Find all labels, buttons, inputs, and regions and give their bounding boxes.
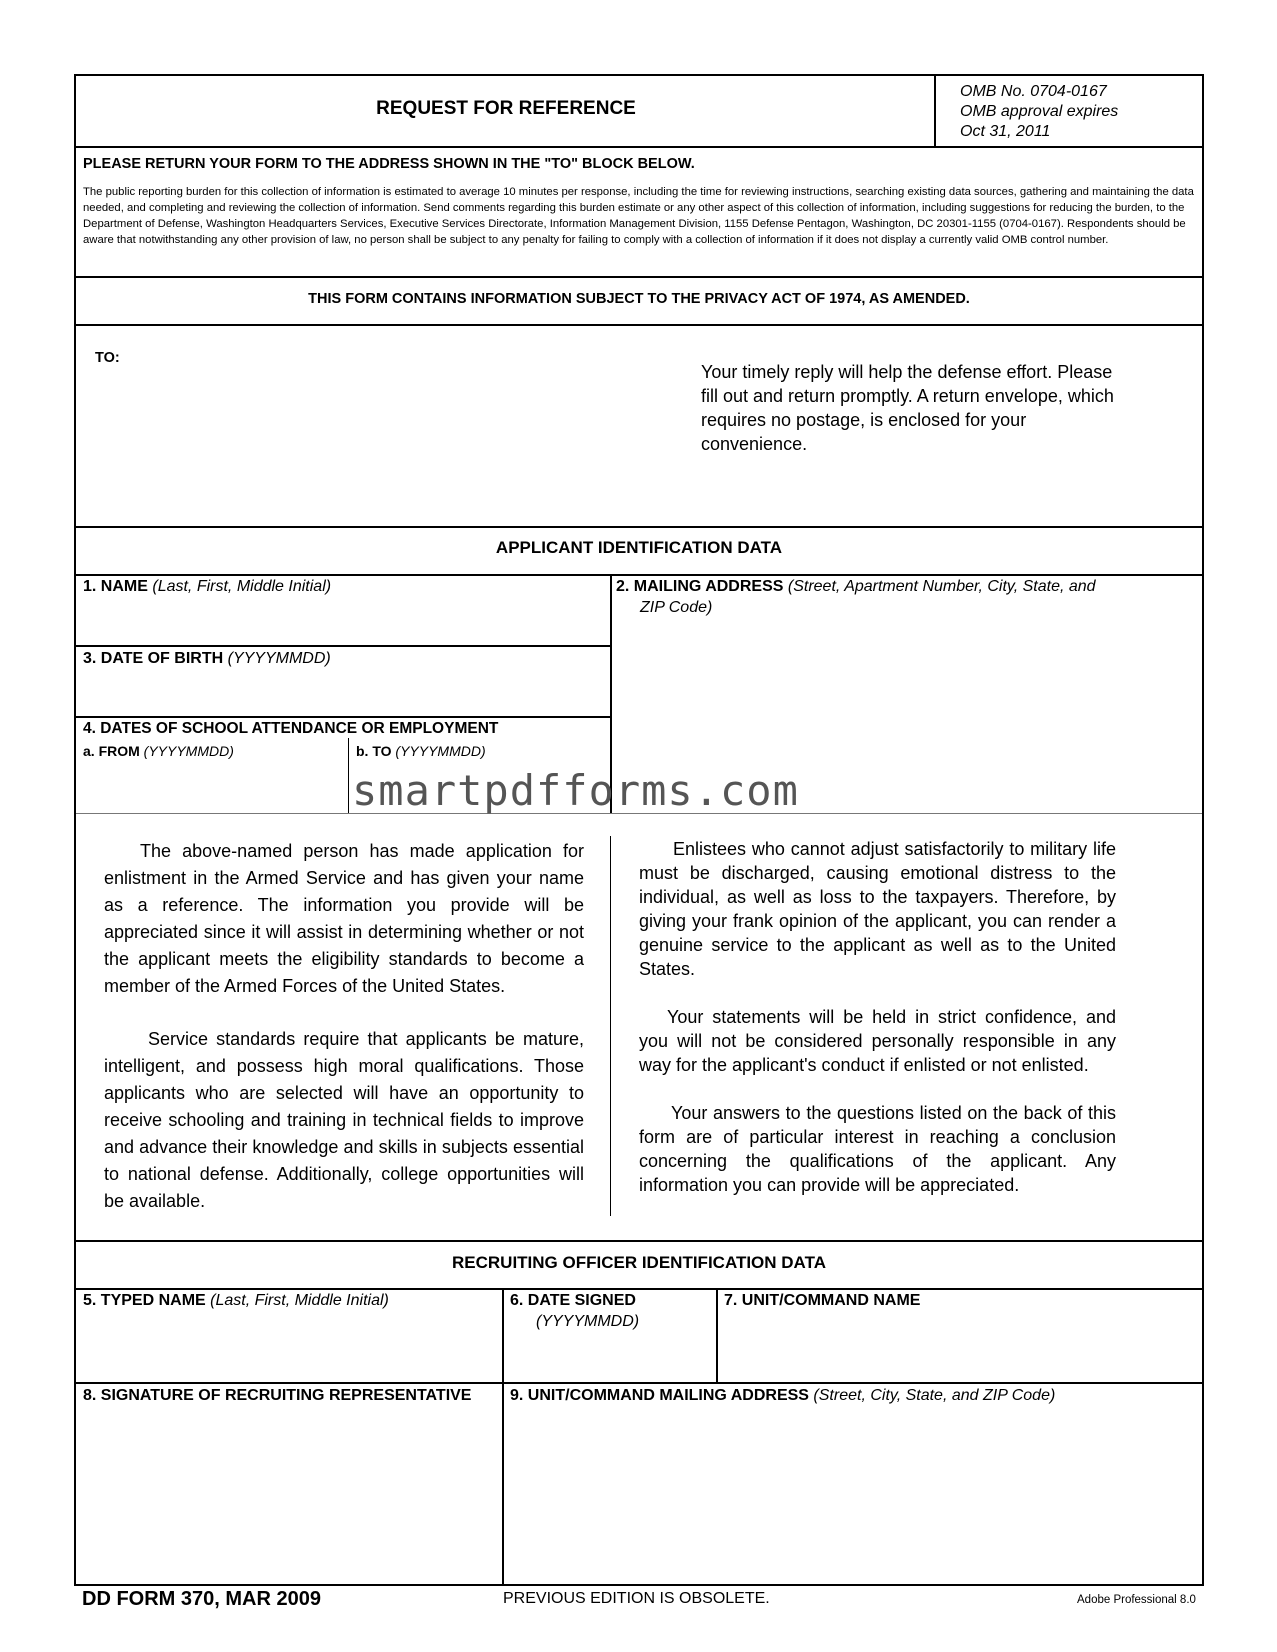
omb-block xyxy=(960,82,1118,142)
to-label: TO: xyxy=(95,350,120,366)
signature-field[interactable] xyxy=(78,1410,498,1580)
burden-statement: The public reporting burden for this collection of information is estimated to average 10 minutes per response, including the time for reviewing instructions, searching existing data sources, gathering and maintaining the data needed, and completing and reviewing the collection of information. Send comments regarding this burden estimate or any other aspect of this collection of information, including suggestions for reducing the burden, to the Department of Defense, Washington Headquarters Services, Executive Services Directorate, Information Management Division, 1155 Defense Pentagon, Washington, DC 20301-1155 (0704-0167). Respondents should be aware that notwithstanding any other provision of law, no person shall be subject to any penalty for failing to comply with a collection of information if it does not display a currently valid OMB control number. xyxy=(83,186,1194,246)
divider xyxy=(348,738,349,814)
applicant-name-field[interactable] xyxy=(78,598,608,644)
reply-notice: Your timely reply will help the defense effort. Please fill out and return promptly. A return envelope, which requires no postage, is enclosed for your convenience. xyxy=(701,362,1114,454)
unit-address-field[interactable] xyxy=(506,1410,1198,1580)
software-label: Adobe Professional 8.0 xyxy=(1077,1594,1196,1606)
applicant-section-title: APPLICANT IDENTIFICATION DATA xyxy=(495,538,783,557)
omb-approval: OMB approval expires xyxy=(960,103,1119,120)
from-date-field[interactable] xyxy=(78,764,346,812)
info-right xyxy=(639,837,1116,1197)
divider xyxy=(76,526,1202,528)
name-label: 1. NAME (Last, First, Middle Initial) xyxy=(83,578,332,595)
return-notice: PLEASE RETURN YOUR FORM TO THE ADDRESS SHOWN IN THE "TO" BLOCK BELOW. xyxy=(83,156,695,172)
applicant-dob-field[interactable] xyxy=(78,670,608,714)
divider xyxy=(76,146,1202,148)
date-signed-field[interactable] xyxy=(506,1334,712,1380)
to-address-field[interactable] xyxy=(146,338,686,518)
omb-number: OMB No. 0704-0167 xyxy=(960,83,1107,100)
unit-name-label: 7. UNIT/COMMAND NAME xyxy=(724,1292,921,1309)
mailing-address-label: 2. MAILING ADDRESS (Street, Apartment Number, City, State, and ZIP Code) xyxy=(616,578,1096,616)
divider xyxy=(76,1382,1202,1384)
watermark: smartpdfforms.com xyxy=(352,766,799,815)
info-right-paragraph-2: Your statements will be held in strict confidence, and you will not be considered personally responsible in any way for the applicant's conduct if enlisted or not enlisted. xyxy=(639,1007,1116,1075)
typed-name-label: 5. TYPED NAME (Last, First, Middle Initial) xyxy=(83,1292,389,1309)
dates-label: 4. DATES OF SCHOOL ATTENDANCE OR EMPLOYMENT xyxy=(83,720,499,737)
info-left-paragraph-2: Service standards require that applicants be mature, intelligent, and possess high moral qualifications. Those applicants who are selected will have an opportunity to receive schooling and training in technical fields to improve and advance their knowledge and skills in subjects essential to national defense. Additionally, college opportunities will be available. xyxy=(104,1029,584,1211)
form-id: DD FORM 370, MAR 2009 xyxy=(82,1588,321,1610)
privacy-notice: THIS FORM CONTAINS INFORMATION SUBJECT TO THE PRIVACY ACT OF 1974, AS AMENDED. xyxy=(308,291,970,307)
from-label: a. FROM (YYYYMMDD) xyxy=(83,743,234,759)
unit-name-field[interactable] xyxy=(720,1314,1198,1380)
divider xyxy=(76,645,610,647)
info-right-paragraph-3: Your answers to the questions listed on the back of this form are of particular interest in reaching a conclusion concerning the qualifications of the applicant. Any information you can provide will be appreciated. xyxy=(639,1103,1116,1195)
column-divider xyxy=(610,836,611,1216)
reference-request-form xyxy=(74,74,1204,1586)
signature-label: 8. SIGNATURE OF RECRUITING REPRESENTATIVE xyxy=(83,1387,472,1404)
info-left xyxy=(104,838,584,1215)
form-title: REQUEST FOR REFERENCE xyxy=(376,98,636,119)
edition-notice: PREVIOUS EDITION IS OBSOLETE. xyxy=(503,1590,770,1607)
unit-address-label: 9. UNIT/COMMAND MAILING ADDRESS (Street, City, State, and ZIP Code) xyxy=(510,1387,1056,1404)
divider xyxy=(76,324,1202,326)
divider xyxy=(76,1240,1202,1242)
divider xyxy=(502,1288,504,1584)
date-signed-label: 6. DATE SIGNED (YYYYMMDD) xyxy=(510,1292,640,1330)
info-right-paragraph-1: Enlistees who cannot adjust satisfactorily to military life must be discharged, causing emotional distress to the individual, as well as loss to the taxpayers. Therefore, by giving your frank opinion of the applicant, you can render a genuine service to the applicant as well as to the United States. xyxy=(639,839,1116,979)
header-divider xyxy=(934,76,936,148)
officer-typed-name-field[interactable] xyxy=(78,1314,498,1380)
omb-expiry: Oct 31, 2011 xyxy=(960,123,1051,140)
dob-label: 3. DATE OF BIRTH (YYYYMMDD) xyxy=(83,650,331,667)
divider xyxy=(716,1288,718,1384)
info-left-paragraph-1: The above-named person has made application for enlistment in the Armed Service and has given your name as a reference. The information you provide will be appreciated since it will assist in determining whether or not the applicant meets the eligibility standards to become a member of the Armed Forces of the United States. xyxy=(104,841,584,996)
divider xyxy=(76,276,1202,278)
to-date-label: b. TO (YYYYMMDD) xyxy=(356,743,486,759)
officer-section-title: RECRUITING OFFICER IDENTIFICATION DATA xyxy=(452,1253,826,1272)
